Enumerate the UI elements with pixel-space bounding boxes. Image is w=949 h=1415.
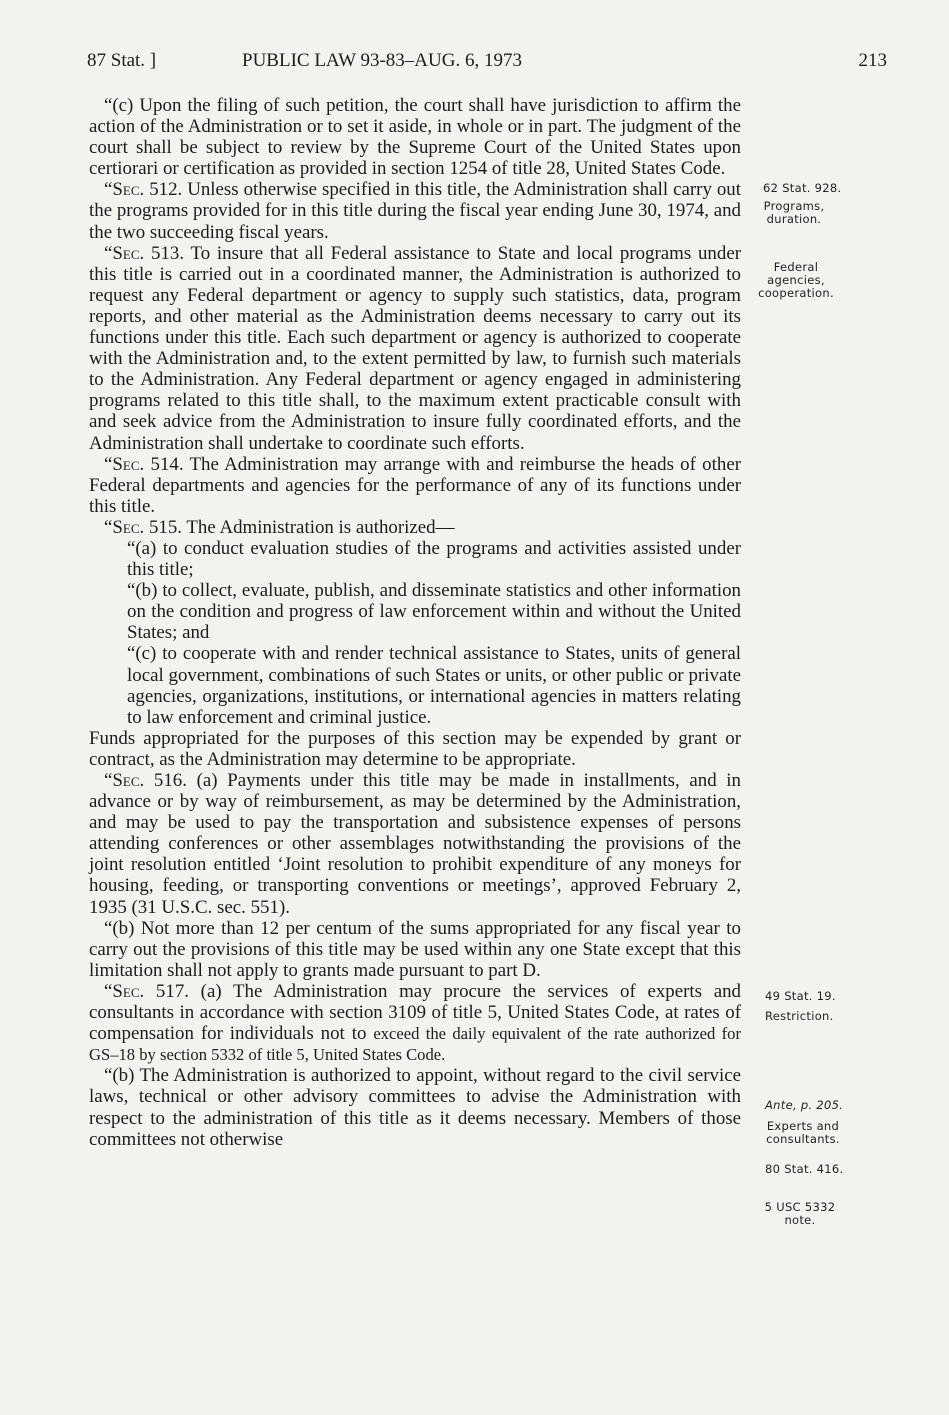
law-title: PUBLIC LAW 93-83–AUG. 6, 1973	[242, 50, 522, 71]
section-516-a: “Sec. 516. (a) Payments under this title may be made in installments, and in advance or by way of reimbursement, as may be determined by the Administration, and may be used to pay the transportation and subsistence expenses of persons attending conferences or other assemblages notwithstanding the provisions of the joint resolution entitled ‘Joint resolution to prohibit expenditure of any moneys for housing, feeding, or transporting conventions or meetings’, approved February 2, 1935 (31 U.S.C. sec. 551).	[89, 770, 741, 918]
section-label: “Sec.	[104, 770, 145, 791]
section-label: “Sec.	[104, 516, 145, 538]
section-517-a-small: exceed the daily equivalent of the rate authorized for GS–18 by section 5332 of title 5, United States Code.	[89, 1024, 741, 1065]
margin-note-ante: Ante, p. 205.	[765, 1098, 844, 1112]
margin-note-experts: Experts and consultants.	[766, 1119, 840, 1146]
section-516-b: “(b) Not more than 12 per centum of the sums appropriated for any fiscal year to carry out the provisions of this title may be used within any one State except that this limitation shall not apply to grants made pursuant to part D.	[89, 917, 741, 981]
section-label: “Sec.	[104, 453, 145, 475]
section-513: “Sec. 513. To insure that all Federal assistance to State and local programs under this title is carried out in a coordinated manner, the Administration is authorized to request any Federal department or agency to supply such statistics, data, program reports, and other material as the Administration deems necessary to carry out its functions under this title. Each such department or agency is authorized to cooperate with the Administration and, to the extent permitted by law, to furnish such materials to the Administration. Any Federal department or agency engaged in administering programs related to this title shall, to the maximum extent practicable consult with and seek advice from the Administration to insure fully coordinated efforts, and the Administration shall undertake to coordinate such efforts.	[89, 242, 741, 454]
margin-note-80-stat: 80 Stat. 416.	[765, 1162, 844, 1176]
margin-note-restriction: Restriction.	[765, 1009, 834, 1023]
margin-note-5-usc: 5 USC 5332 note.	[764, 1200, 836, 1227]
paragraph-c: “(c) Upon the filing of such petition, the court shall have jurisdiction to affirm the action of the Administration or to set it aside, in whole or in part. The judgment of the court shall be subject to review by the Supreme Court of the United States upon certiorari or certification as provided in section 1254 of title 28, United States Code.	[89, 95, 741, 180]
margin-note-62-stat: 62 Stat. 928.	[763, 181, 842, 195]
statute-text	[89, 95, 741, 1150]
section-512: “Sec. 512. Unless otherwise specified in this title, the Administration shall carry out the programs provided for in this title during the fiscal year ending June 30, 1974, and the two succeeding fiscal years.	[89, 179, 741, 243]
section-517-b: “(b) The Administration is authorized to appoint, without regard to the civil service laws, technical or other advisory committees to advise the Administration with respect to the administration of this title as it deems necessary. Members of those committees not otherwise	[89, 1065, 741, 1150]
funds-paragraph: Funds appropriated for the purposes of this section may be expended by grant or contract, as the Administration may determine to be appropriate.	[89, 727, 741, 770]
section-514: “Sec. 514. The Administration may arrange with and reimburse the heads of other Federal departments and agencies for the performance of any of its functions under this title.	[89, 453, 741, 517]
section-label: “Sec.	[104, 980, 145, 1002]
section-515-a: “(a) to conduct evaluation studies of the programs and activities assisted under this title;	[127, 537, 741, 581]
volume-reference: 87 Stat. ]	[87, 50, 157, 71]
section-label: “Sec.	[104, 242, 145, 264]
margin-note-federal-agencies: Federal agencies, cooperation.	[758, 260, 834, 300]
section-515-b: “(b) to collect, evaluate, publish, and disseminate statistics and other information on the condition and progress of law enforcement within and without the United States; and	[127, 580, 741, 644]
section-517-a: “Sec. 517. (a) The Administration may procure the services of experts and consultants in accordance with section 3109 of title 5, United States Code, at rates of compensation for individuals not to exceed the daily equivalent of the rate authorized for GS–18 by section 5332 of title 5, United States Code.	[89, 980, 741, 1065]
margin-note-programs-duration: Programs, duration.	[763, 199, 825, 226]
section-label: “Sec.	[104, 179, 145, 201]
section-515: “Sec. 515. The Administration is authorized—	[104, 516, 455, 538]
section-515-c: “(c) to cooperate with and render technical assistance to States, units of general local government, combinations of such States or units, or other public or private agencies, organizations, institutions, or international agencies in matters relating to law enforcement and criminal justice.	[127, 643, 741, 728]
running-header	[87, 50, 887, 72]
margin-note-49-stat: 49 Stat. 19.	[765, 989, 836, 1003]
page-number: 213	[858, 50, 887, 71]
